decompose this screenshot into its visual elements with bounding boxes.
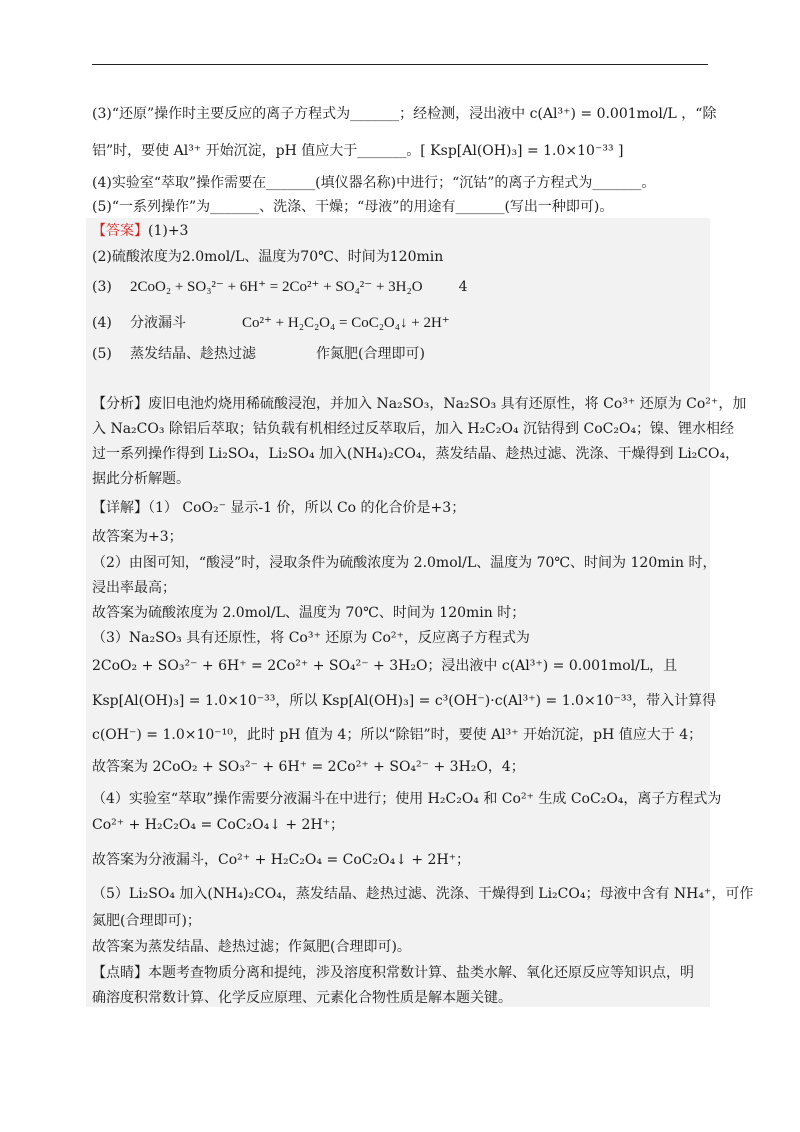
- detail-line-8: Ksp[Al(OH)₃] = 1.0×10⁻³³，所以 Ksp[Al(OH)₃] = c³(OH⁻)·c(Al³⁺) = 1.0×10⁻³³，带入计算得: [92, 693, 717, 709]
- answer-3-value: 4: [458, 279, 468, 295]
- detail-line-7: 2CoO₂ + SO₃²⁻ + 6H⁺ = 2Co²⁺ + SO₄²⁻ + 3H₂O；浸出液中 c(Al³⁺) = 0.001mol/L，且: [92, 658, 678, 674]
- detail-line-1: 【详解】（1） CoO₂⁻ 显示-1 价，所以 Co 的化合价是+3；: [92, 500, 466, 516]
- answer-4: [92, 312, 450, 334]
- detail-line-13: 故答案为分液漏斗，Co²⁺ + H₂C₂O₄ = CoC₂O₄↓ + 2H⁺；: [92, 852, 471, 868]
- answer-3-equation: 2CoO₂ + SO₃²⁻ + 6H⁺ = 2Co²⁺ + SO₄²⁻ + 3H₂O: [130, 279, 423, 295]
- answer-4-text: 分液漏斗: [130, 315, 186, 331]
- question-4: (4)实验室“萃取”操作需要在_______(填仪器名称)中进行；“沉钴”的离子方程式为_______。: [92, 175, 656, 191]
- key-point-line-2: 确溶度积常数计算、化学反应原理、元素化合物性质是解本题关键。: [92, 990, 512, 1006]
- analysis-line-3: 过一系列操作得到 Li₂SO₄，Li₂SO₄ 加入(NH₄)₂CO₄，蒸发结晶、趁热过滤、洗涤、干燥得到 Li₂CO₄，: [92, 446, 740, 462]
- answer-label: 【答案】: [92, 223, 148, 239]
- detail-line-5: 故答案为硫酸浓度为 2.0mol/L、温度为 70℃、时间为 120min 时；: [92, 605, 526, 621]
- answer-2: (2)硫酸浓度为2.0mol/L、温度为70℃、时间为120min: [92, 249, 444, 265]
- detail-line-9: c(OH⁻) = 1.0×10⁻¹⁰，此时 pH 值为 4；所以“除铝”时，要使 Al³⁺ 开始沉淀，pH 值应大于 4；: [92, 727, 703, 743]
- answer-5-number: (5): [92, 346, 112, 362]
- answer-5-text: 蒸发结晶、趁热过滤: [130, 346, 256, 362]
- answer-3-number: (3): [92, 279, 112, 295]
- question-3-line-2: 铝”时，要使 Al³⁺ 开始沉淀，pH 值应大于_______。[ Ksp[Al(OH)₃] = 1.0×10⁻³³ ]: [92, 143, 624, 159]
- detail-line-12: Co²⁺ + H₂C₂O₄ = CoC₂O₄↓ + 2H⁺；: [92, 817, 345, 833]
- detail-line-15: 氮肥(合理即可)；: [92, 913, 201, 929]
- analysis-line-2: 入 Na₂CO₃ 除铝后萃取；钴负载有机相经过反萃取后，加入 H₂C₂O₄ 沉钴得到 CoC₂O₄；镍、锂水相经: [92, 421, 735, 437]
- detail-line-6: （3）Na₂SO₃ 具有还原性，将 Co³⁺ 还原为 Co²⁺，反应离子方程式为: [92, 630, 530, 646]
- answer-1: (1)+3: [148, 223, 189, 239]
- answer-line-1: [92, 220, 188, 242]
- detail-line-3: （2）由图可知，“酸浸”时，浸取条件为硫酸浓度为 2.0mol/L、温度为 70℃、时间为 120min 时，: [92, 555, 717, 571]
- detail-line-2: 故答案为+3；: [92, 529, 183, 545]
- answer-4-number: (4): [92, 315, 112, 331]
- analysis-line-4: 据此分析解题。: [92, 471, 190, 487]
- detail-line-11: （4）实验室“萃取”操作需要分液漏斗在中进行；使用 H₂C₂O₄ 和 Co²⁺ 生成 CoC₂O₄，离子方程式为: [92, 791, 722, 807]
- header-rule: [92, 64, 708, 65]
- answer-3: [92, 276, 468, 298]
- detail-line-10: 故答案为 2CoO₂ + SO₃²⁻ + 6H⁺ = 2Co²⁺ + SO₄²⁻ + 3H₂O，4；: [92, 759, 525, 775]
- detail-line-4: 浸出率最高；: [92, 580, 176, 596]
- question-5: (5)“一系列操作”为_______、洗涤、干燥；“母液”的用途有_______(写出一种即可)。: [92, 199, 614, 215]
- key-point-line-1: 【点睛】本题考查物质分离和提纯，涉及溶度积常数计算、盐类水解、氧化还原反应等知识点，明: [92, 965, 694, 981]
- answer-5-text-2: 作氮肥(合理即可): [316, 346, 425, 362]
- detail-line-14: （5）Li₂SO₄ 加入(NH₄)₂CO₄，蒸发结晶、趁热过滤、洗涤、干燥得到 Li₂CO₄；母液中含有 NH₄⁺，可作: [92, 886, 754, 902]
- answer-5: [92, 343, 425, 365]
- question-3-line-1: (3)“还原”操作时主要反应的离子方程式为_______；经检测，浸出液中 c(Al³⁺) = 0.001mol/L ，“除: [92, 106, 717, 122]
- analysis-line-1: 【分析】废旧电池灼烧用稀硫酸浸泡，并加入 Na₂SO₃，Na₂SO₃ 具有还原性，将 Co³⁺ 还原为 Co²⁺，加: [92, 396, 747, 412]
- answer-4-equation: Co²⁺ + H₂C₂O₄ = CoC₂O₄↓ + 2H⁺: [242, 315, 450, 331]
- detail-line-16: 故答案为蒸发结晶、趁热过滤；作氮肥(合理即可)。: [92, 939, 411, 955]
